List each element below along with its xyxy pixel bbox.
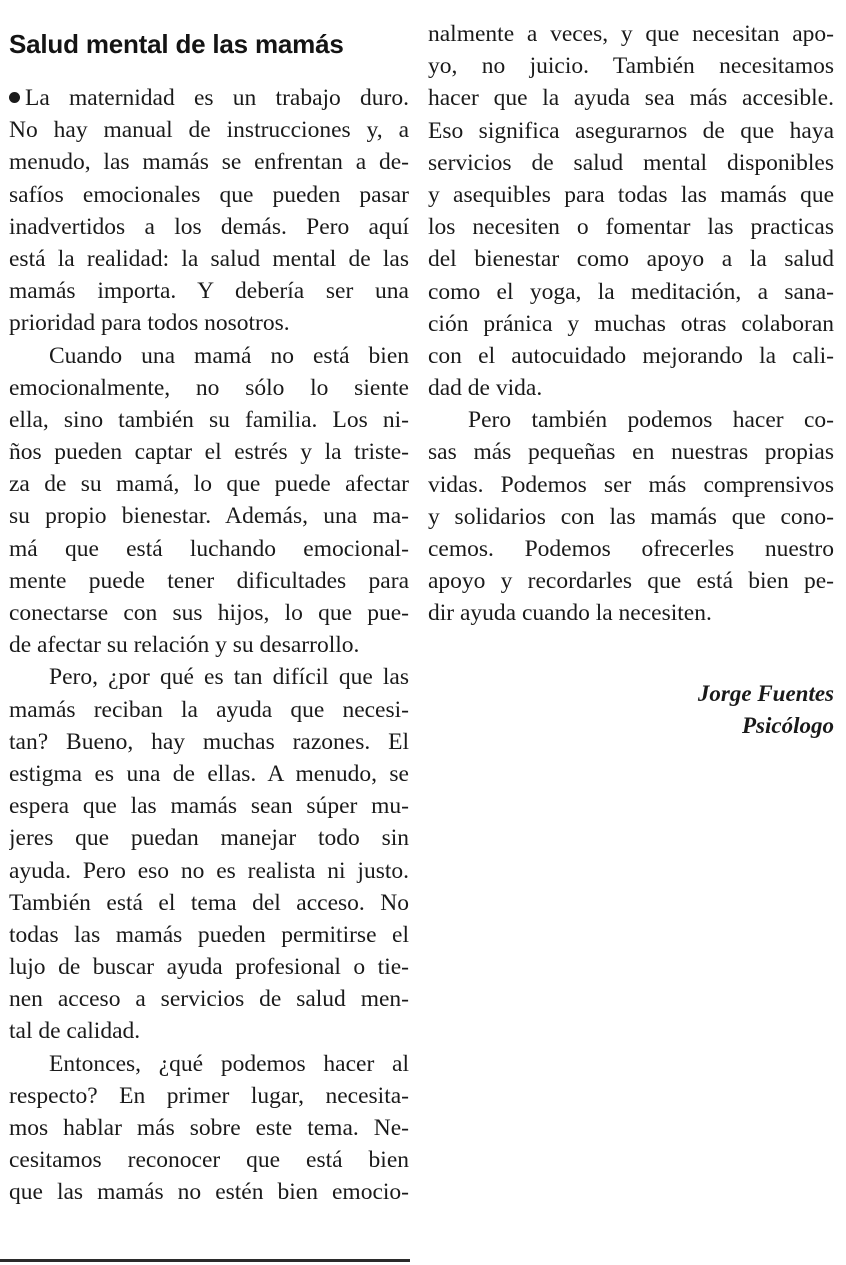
text-line: Cuando una mamá no está bien — [49, 342, 409, 369]
bullet-icon — [9, 92, 20, 103]
text-line: del bienestar como apoyo a la salud — [428, 246, 834, 273]
text-line: Entonces, ¿qué podemos hacer al — [49, 1050, 409, 1077]
text-line: prioridad para todos nosotros. — [9, 310, 290, 337]
text-line: mamás reciban la ayuda que necesi- — [9, 696, 409, 723]
text-line: sas más pequeñas en nuestras propias — [428, 439, 834, 466]
text-line: No hay manual de instrucciones y, a — [9, 117, 409, 144]
bottom-divider — [0, 1259, 410, 1262]
text-line: su propio bienestar. Además, una ma- — [9, 503, 409, 530]
text-line: ayuda. Pero eso no es realista ni justo. — [9, 857, 409, 884]
text-line: de afectar su relación y su desarrollo. — [9, 632, 360, 659]
text-line: los necesiten o fomentar las practicas — [428, 214, 834, 241]
text-line: todas las mamás pueden permitirse el — [9, 921, 409, 948]
text-line: mos hablar más sobre este tema. Ne- — [9, 1115, 409, 1141]
text-line: za de su mamá, lo que puede afectar — [9, 471, 409, 498]
text-line: hacer que la ayuda sea más accesible. — [428, 85, 834, 112]
text-line: nen acceso a servicios de salud men- — [9, 986, 409, 1013]
text-line: má que está luchando emocional- — [9, 535, 409, 562]
text-line: respecto? En primer lugar, necesita- — [9, 1082, 409, 1109]
text-line: mente puede tener dificultades para — [9, 567, 409, 594]
text-line: tal de calidad. — [9, 1018, 141, 1045]
text-line: servicios de salud mental disponibles — [428, 149, 834, 176]
author-role: Psicólogo — [742, 713, 834, 738]
text-line: y asequibles para todas las mamás que — [428, 181, 834, 208]
text-line: emocionalmente, no sólo lo siente — [9, 374, 409, 401]
text-line: dir ayuda cuando la necesiten. — [428, 600, 712, 627]
text-line: vidas. Podemos ser más comprensivos — [428, 471, 834, 498]
text-line: Pero, ¿por qué es tan difícil que las — [49, 664, 409, 691]
text-line: cesitamos reconocer que está bien — [9, 1147, 409, 1174]
text-line: mamás importa. Y debería ser una — [9, 278, 409, 305]
article-title: Salud mental de las mamás — [9, 29, 344, 60]
text-line: menudo, las mamás se enfrentan a de- — [9, 149, 409, 176]
text-line: yo, no juicio. También necesitamos — [428, 53, 834, 80]
text-line: inadvertidos a los demás. Pero aquí — [9, 213, 409, 240]
text-line: tan? Bueno, hay muchas razones. El — [9, 728, 409, 755]
text-line: con el autocuidado mejorando la cali- — [428, 342, 834, 369]
text-line: dad de vida. — [428, 375, 543, 402]
text-line: estigma es una de ellas. A menudo, se — [9, 760, 409, 787]
text-line: Pero también podemos hacer co- — [468, 407, 834, 434]
text-line: Eso significa asegurarnos de que haya — [428, 117, 834, 144]
text-line: nalmente a veces, y que necesitan apo- — [428, 21, 834, 47]
text-line: espera que las mamás sean súper mu- — [9, 793, 409, 820]
text-line: jeres que puedan manejar todo sin — [9, 825, 409, 852]
text-line: apoyo y recordarles que está bien pe- — [428, 568, 834, 595]
text-line: y solidarios con las mamás que cono- — [428, 503, 834, 530]
text-line: como el yoga, la meditación, a sana- — [428, 278, 834, 305]
author-signature — [698, 678, 834, 742]
text-line: También está el tema del acceso. No — [9, 889, 409, 916]
article-column-left — [9, 82, 409, 1209]
text-line: ción pránica y muchas otras colaboran — [428, 310, 834, 337]
text-line: La maternidad es un trabajo duro. — [9, 82, 409, 114]
text-line: ella, sino también su familia. Los ni- — [9, 406, 409, 433]
text-line: safíos emocionales que pueden pasar — [9, 181, 409, 208]
article-column-right — [428, 18, 834, 630]
text-line: conectarse con sus hijos, lo que pue- — [9, 600, 409, 626]
text-line: que las mamás no estén bien emocio- — [9, 1179, 409, 1206]
text-line: cemos. Podemos ofrecerles nuestro — [428, 536, 834, 562]
text-line: está la realidad: la salud mental de las — [9, 245, 409, 272]
text-line: lujo de buscar ayuda profesional o tie- — [9, 954, 409, 981]
text-line: ños pueden captar el estrés y la triste- — [9, 439, 409, 466]
author-name: Jorge Fuentes — [697, 681, 834, 706]
